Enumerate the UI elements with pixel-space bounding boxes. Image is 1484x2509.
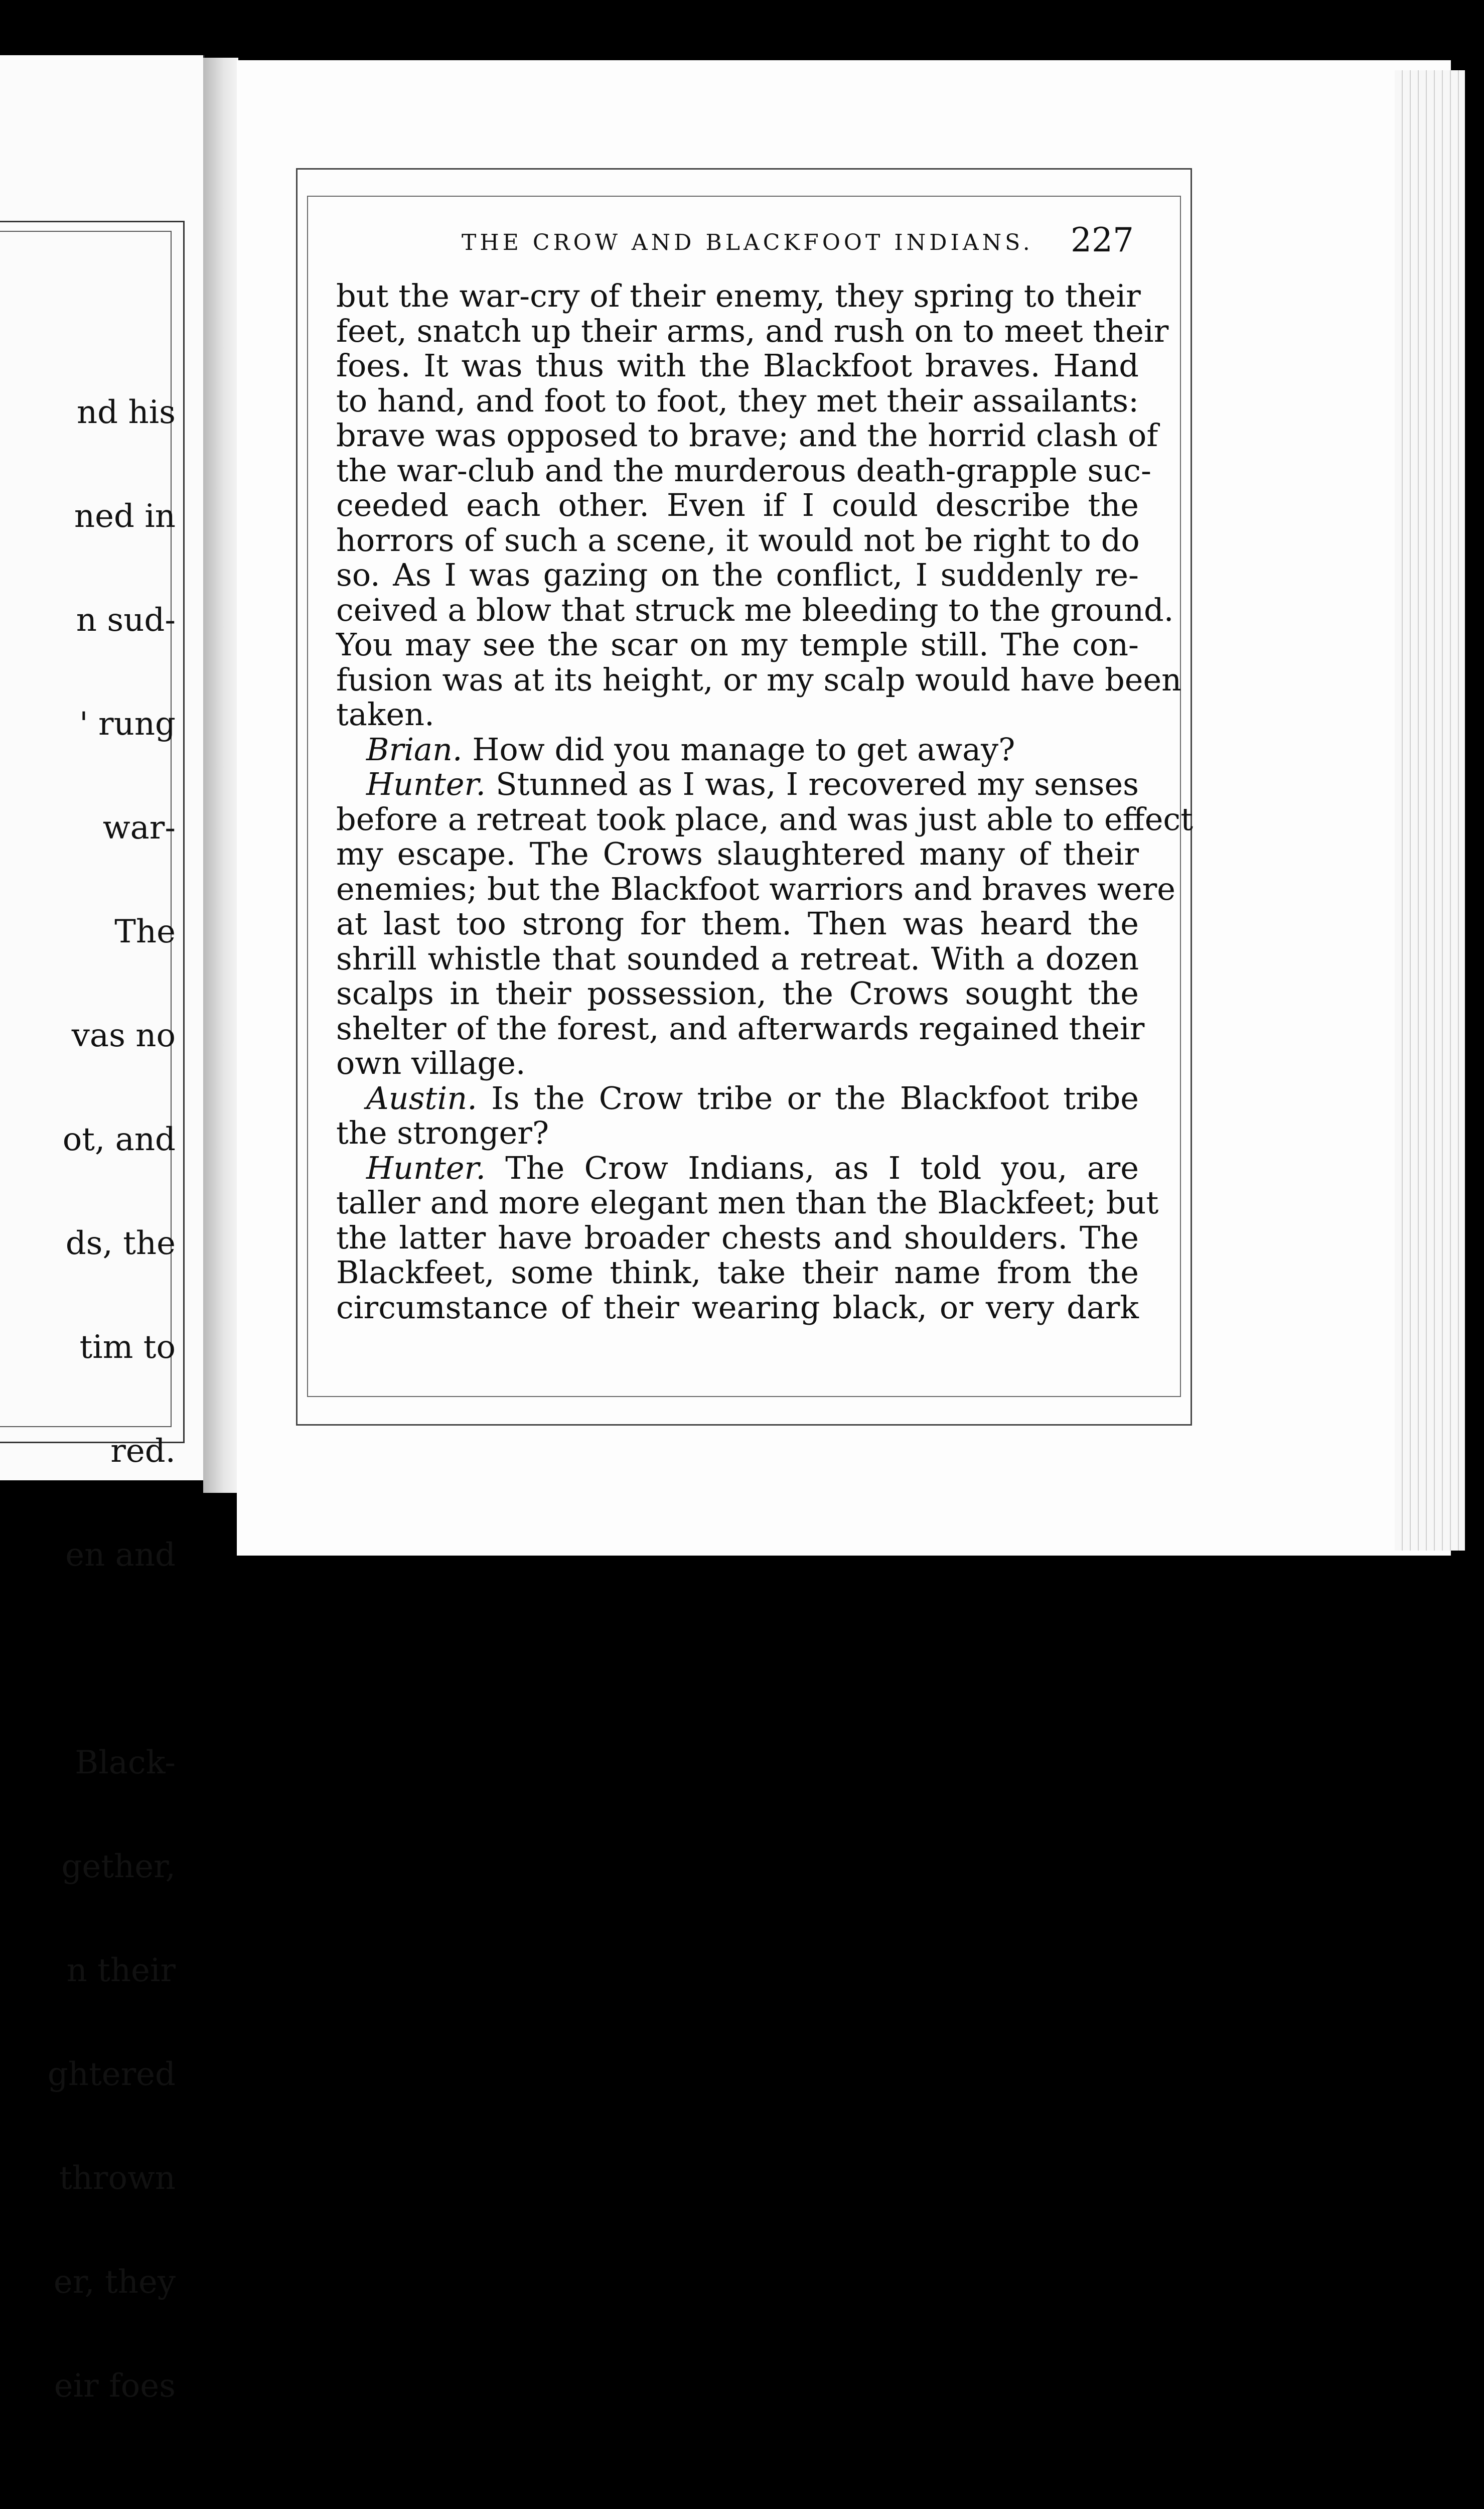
text-line: circumstance of their wearing black, or very dark [336, 1289, 1139, 1326]
left-line: red. [110, 1433, 176, 1470]
text-line: the war-club and the murderous death-grapple suc- [336, 452, 1151, 489]
left-line: n their [66, 1952, 176, 1989]
text-line: but the war-cry of their enemy, they spring to their [336, 277, 1141, 314]
left-line: ot, and [62, 1121, 176, 1158]
left-line: gether, [61, 1848, 176, 1885]
running-head [351, 221, 1144, 266]
text-line: shrill whistle that sounded a retreat. With a dozen [336, 940, 1139, 977]
left-line: ds, the [65, 1225, 176, 1262]
text-line: own village. [336, 1045, 526, 1081]
text-line: my escape. The Crows slaughtered many of their [336, 835, 1139, 872]
text-line: scalps in their possession, the Crows sought the [336, 975, 1139, 1012]
speaker-name: Hunter. [366, 766, 486, 802]
text-line: feet, snatch up their arms, and rush on to meet their [336, 312, 1169, 349]
dialogue-text: The Crow Indians, as I told you, are [486, 1149, 1139, 1186]
speaker-name: Austin. [366, 1079, 477, 1117]
text-line: before a retreat took place, and was just able to effect [336, 800, 1194, 838]
left-page-text [5, 326, 176, 2509]
left-line: n sud- [76, 602, 176, 639]
left-line: Black- [75, 1744, 176, 1781]
page-number: 227 [1071, 221, 1134, 259]
book-gutter [203, 58, 238, 1493]
text-line: horrors of such a scene, it would not be right to do [336, 521, 1140, 559]
left-line [5, 2473, 176, 2507]
left-line: eir foes [54, 2367, 176, 2405]
text-line: so. As I was gazing on the conflict, I suddenly re- [336, 556, 1139, 593]
text-line: fusion was at its height, or my scalp would have been [336, 661, 1182, 698]
speaker-name: Brian. [366, 731, 463, 768]
text-line: the latter have broader chests and shoulders. The [336, 1219, 1139, 1256]
left-line: ned in [74, 498, 176, 535]
left-line: ghtered [47, 2056, 176, 2093]
text-line: foes. It was thus with the Blackfoot braves. Hand [336, 347, 1139, 384]
left-line: war- [102, 809, 176, 847]
page-edges [1395, 70, 1465, 1551]
dialogue-text: How did you manage to get away? [462, 731, 1015, 768]
text-line: the stronger? [336, 1114, 549, 1151]
left-line: tim to [79, 1329, 176, 1366]
text-line: taller and more elegant men than the Blackfeet; but [336, 1184, 1159, 1221]
dialogue-line [336, 1081, 1139, 1116]
speaker-name: Hunter. [366, 1149, 486, 1186]
page-body-text [336, 277, 1194, 1326]
left-line: ' rung [79, 706, 176, 743]
text-line: You may see the scar on my temple still. The con- [336, 626, 1139, 663]
left-line: thrown [59, 2160, 176, 2197]
text-line: ceeded each other. Even if I could describe the [336, 487, 1139, 523]
left-line: en and [65, 1537, 176, 1574]
text-line: brave was opposed to brave; and the horrid clash of [336, 417, 1158, 454]
text-line: shelter of the forest, and afterwards regained their [336, 1010, 1145, 1047]
text-line: Blackfeet, some think, take their name from the [336, 1254, 1139, 1291]
running-head-title: THE CROW AND BLACKFOOT INDIANS. [462, 230, 1033, 255]
left-line: er, they [53, 2264, 176, 2301]
dialogue-line [336, 1151, 1139, 1186]
left-line: nd his [76, 394, 176, 431]
dialogue-line [336, 767, 1139, 802]
left-line [5, 1642, 176, 1677]
left-line: vas no [71, 1017, 176, 1054]
text-line: to hand, and foot to foot, they met their assailants: [336, 382, 1139, 419]
text-line: at last too strong for them. Then was heard the [336, 905, 1139, 942]
left-line: The [114, 913, 176, 950]
dialogue-text: Is the Crow tribe or the Blackfoot tribe [477, 1079, 1139, 1117]
text-line: taken. [336, 696, 434, 733]
dialogue-line [336, 732, 1139, 767]
text-line: enemies; but the Blackfoot warriors and braves were [336, 870, 1175, 907]
text-line: ceived a blow that struck me bleeding to the ground. [336, 591, 1174, 628]
left-page-fragment [0, 55, 205, 2405]
dialogue-text: Stunned as I was, I recovered my senses [486, 766, 1139, 802]
